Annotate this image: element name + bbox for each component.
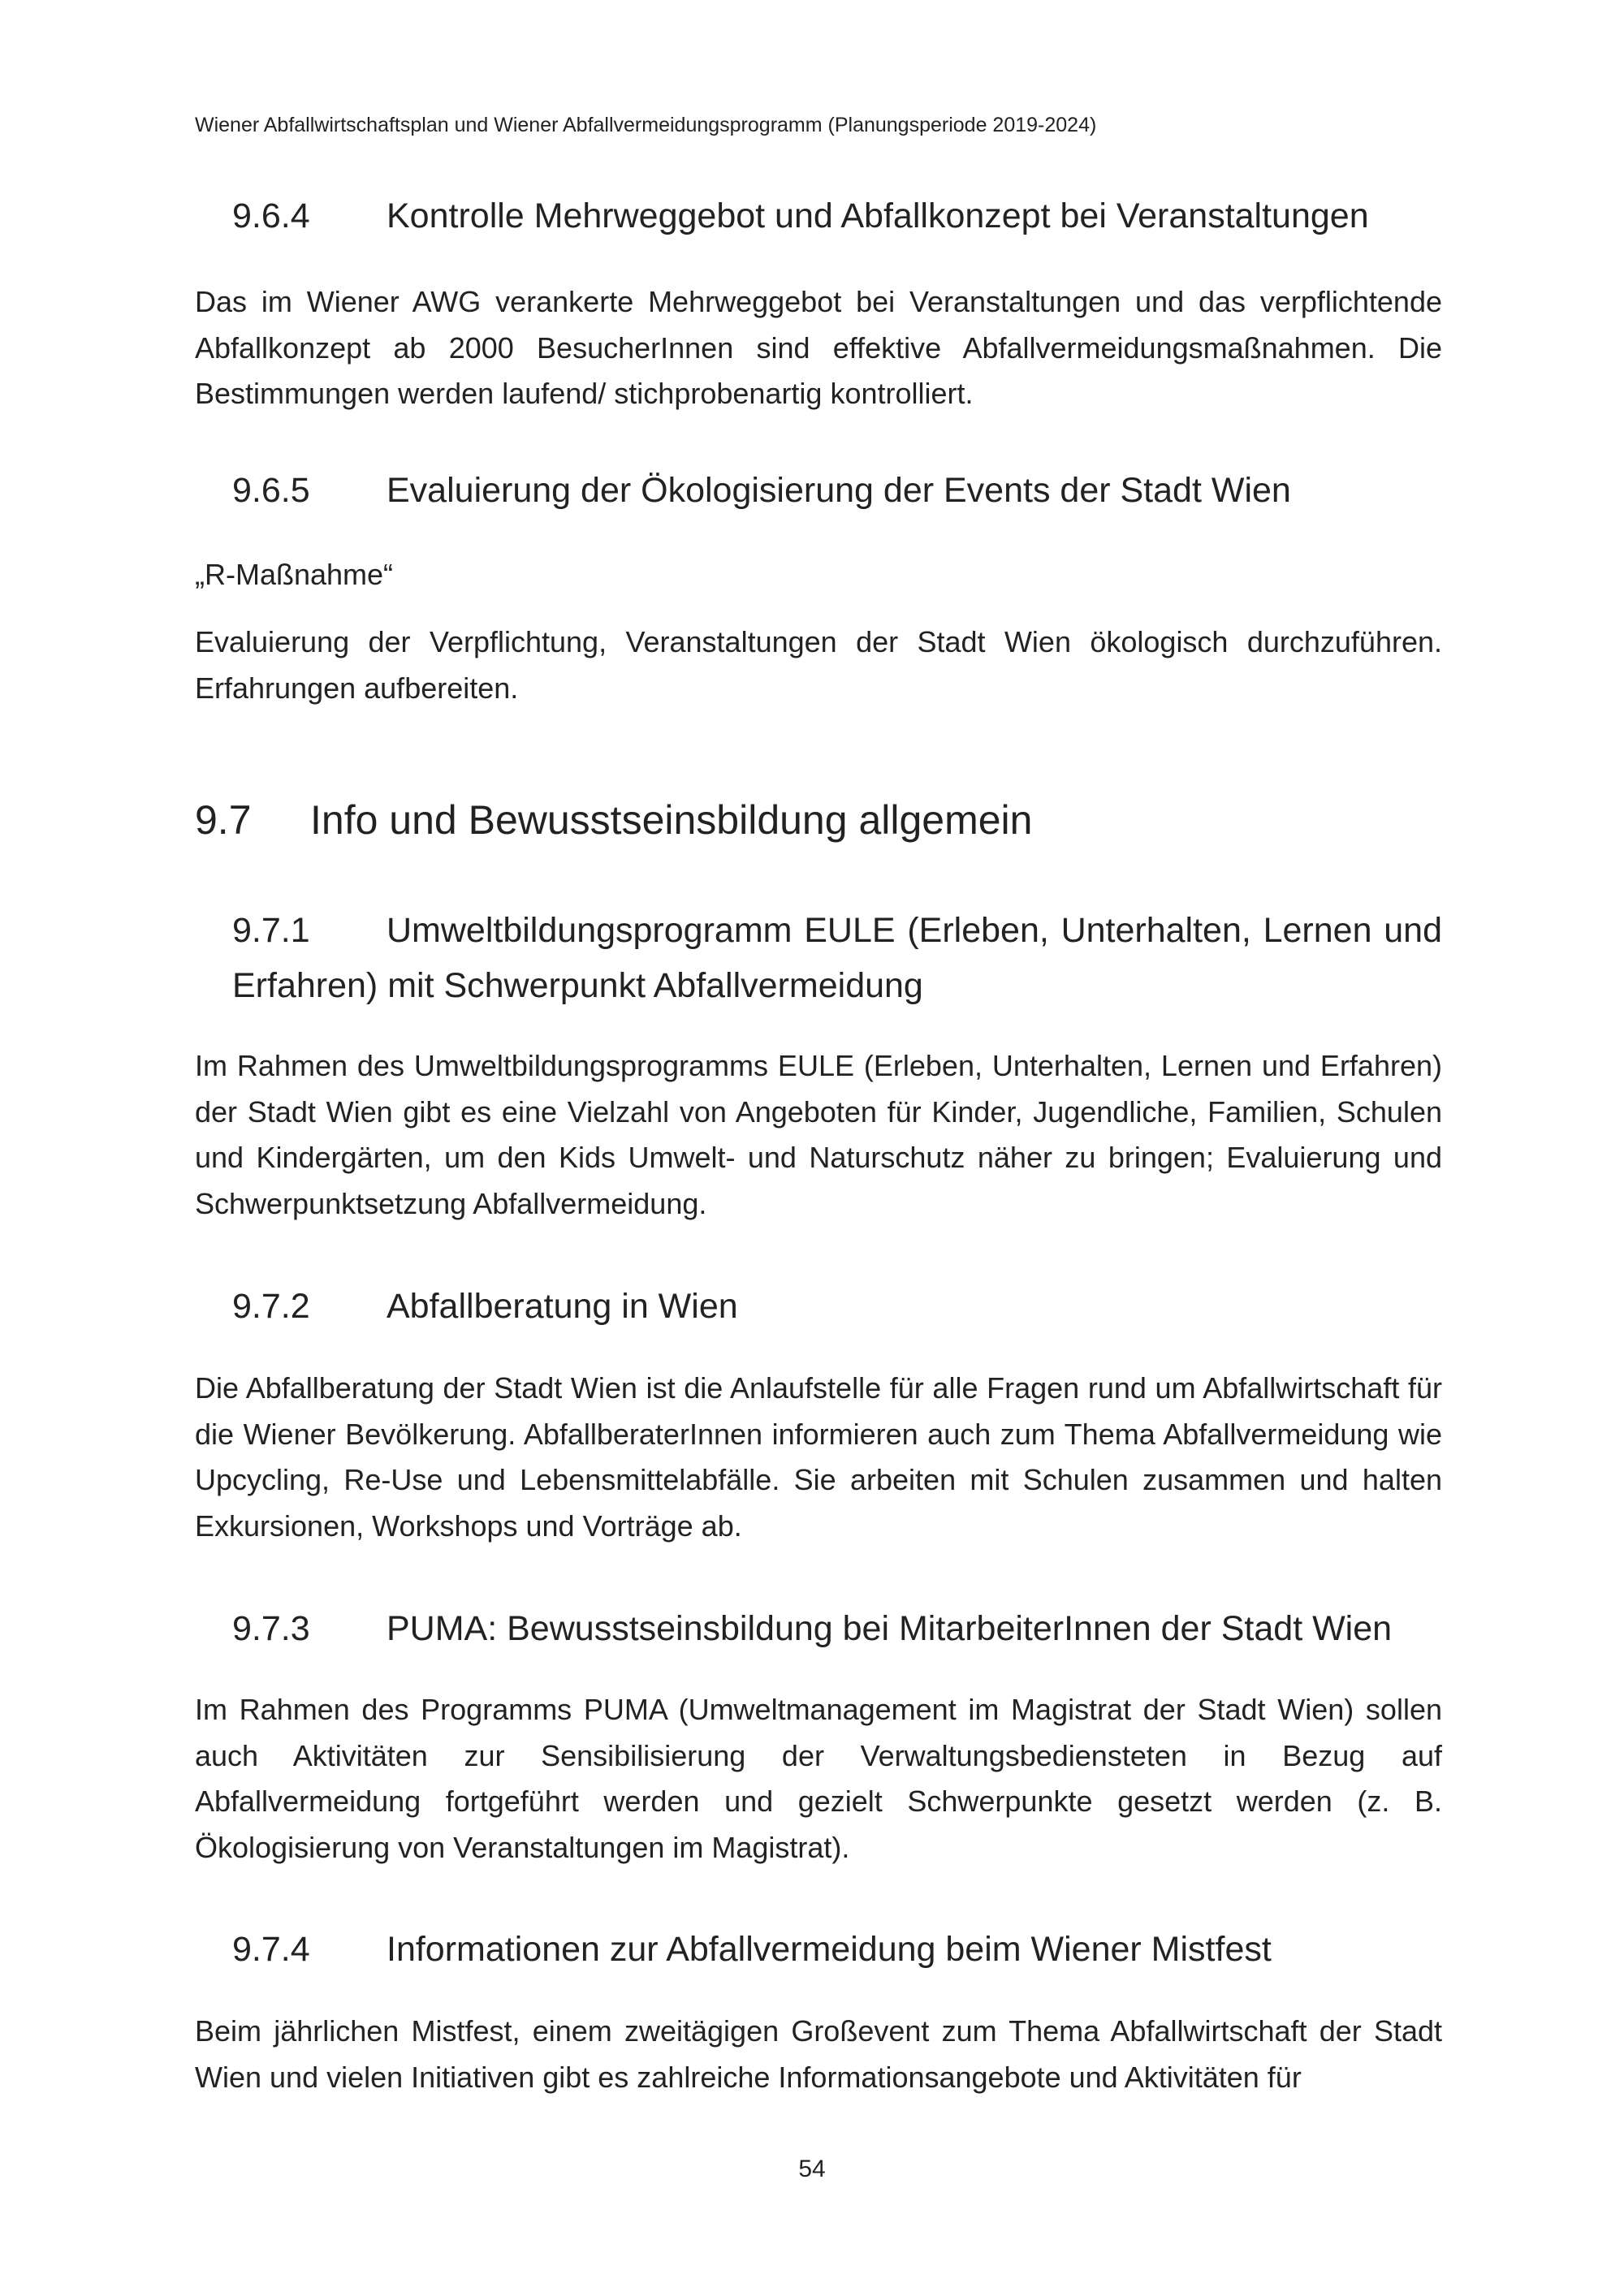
heading-9-6-4: [232, 188, 1442, 244]
heading-9-6-5: [232, 463, 1442, 518]
heading-9-7-4: [232, 1922, 1442, 1977]
paragraph-9-6-5: Evaluierung der Verpflichtung, Veranstaltungen der Stadt Wien ökologisch durchzuführen. Erfahrungen aufbereiten.: [195, 625, 1442, 705]
heading-title: Info und Bewusstseinsbildung allgemein: [310, 797, 1033, 843]
running-header: Wiener Abfallwirtschaftsplan und Wiener Abfallvermeidungsprogramm (Planungsperiode 2019-2024): [195, 114, 1097, 136]
heading-number: 9.7: [195, 797, 252, 843]
heading-9-7-3: [232, 1601, 1442, 1656]
heading-number: 9.7.2: [232, 1287, 310, 1326]
heading-title: Informationen zur Abfallvermeidung beim Wiener Mistfest: [387, 1930, 1272, 1969]
heading-9-7-1: [232, 903, 1442, 1013]
paragraph-9-6-4: Das im Wiener AWG verankerte Mehrweggebot bei Veranstaltungen und das verpflichtende Abfallkonzept ab 2000 BesucherInnen sind effektive Abfallvermeidungsmaßnahmen. Die Bestimmungen werden laufend/ stichprobenartig kontrolliert.: [195, 285, 1442, 410]
heading-title: Kontrolle Mehrweggebot und Abfallkonzept bei Veranstaltungen: [387, 196, 1369, 235]
heading-9-7-2: [232, 1279, 1442, 1334]
heading-title: PUMA: Bewusstseinsbildung bei MitarbeiterInnen der Stadt Wien: [387, 1609, 1393, 1648]
heading-number: 9.6.4: [232, 196, 310, 235]
heading-title: Abfallberatung in Wien: [387, 1287, 738, 1326]
paragraph-9-7-4: Beim jährlichen Mistfest, einem zweitägigen Großevent zum Thema Abfallwirtschaft der Stadt Wien und vielen Initiativen gibt es zahlreiche Informationsangebote und Aktivitäten für: [195, 2014, 1442, 2094]
heading-number: 9.7.3: [232, 1609, 310, 1648]
paragraph-9-7-3: Im Rahmen des Programms PUMA (Umweltmanagement im Magistrat der Stadt Wien) sollen auch Aktivitäten zur Sensibilisierung der Verwaltungsbediensteten in Bezug auf Abfallvermeidung fortgeführt werden und gezielt Schwerpunkte gesetzt werden (z. B. Ökologisierung von Veranstaltungen im Magistrat).: [195, 1693, 1442, 1864]
heading-number: 9.6.5: [232, 471, 310, 510]
paragraph-9-7-2: Die Abfallberatung der Stadt Wien ist die Anlaufstelle für alle Fragen rund um Abfallwirtschaft für die Wiener Bevölkerung. AbfallberaterInnen informieren auch zum Thema Abfallvermeidung wie Upcycling, Re-Use und Lebensmittelabfälle. Sie arbeiten mit Schulen zusammen und halten Exkursionen, Workshops und Vorträge ab.: [195, 1371, 1442, 1543]
measure-tag: „R-Maßnahme“: [195, 558, 394, 591]
heading-title: Umweltbildungsprogramm EULE (Erleben, Unterhalten, Lernen und Erfahren) mit Schwerpunkt Abfallvermeidung: [232, 911, 1442, 1005]
heading-title: Evaluierung der Ökologisierung der Events der Stadt Wien: [387, 471, 1291, 510]
heading-number: 9.7.4: [232, 1930, 310, 1969]
page-number: 54: [798, 2156, 826, 2182]
heading-number: 9.7.1: [232, 911, 310, 950]
heading-9-7: [195, 792, 1445, 848]
paragraph-9-7-1: Im Rahmen des Umweltbildungsprogramms EULE (Erleben, Unterhalten, Lernen und Erfahren) der Stadt Wien gibt es eine Vielzahl von Angeboten für Kinder, Jugendliche, Familien, Schulen und Kindergärten, um den Kids Umwelt- und Naturschutz näher zu bringen; Evaluierung und Schwerpunktsetzung Abfallvermeidung.: [195, 1049, 1442, 1220]
